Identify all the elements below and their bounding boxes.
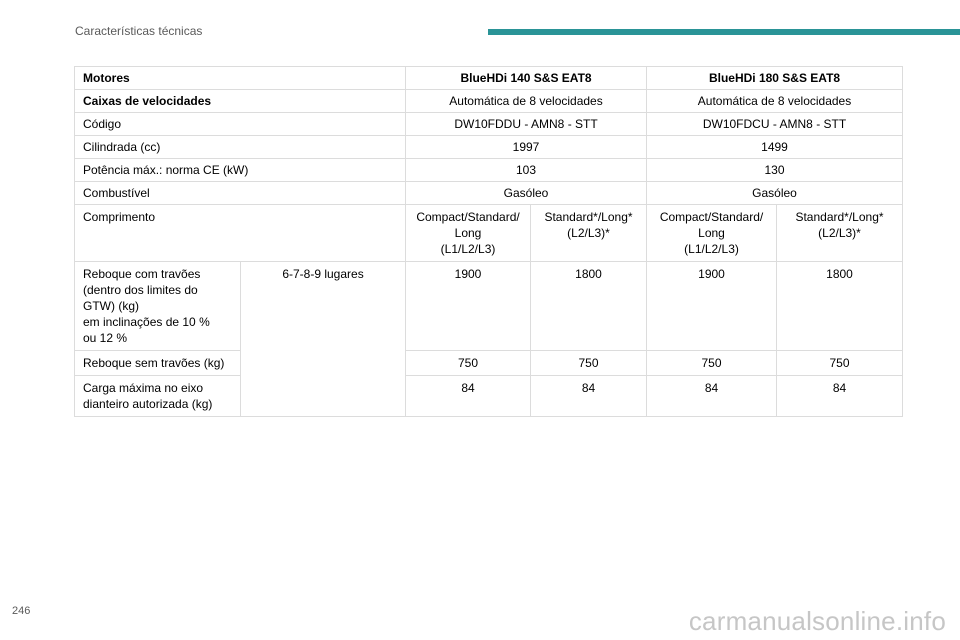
cell: 1800 <box>777 262 903 351</box>
row-label: Potência máx.: norma CE (kW) <box>75 159 406 182</box>
cell: Automática de 8 velocidades <box>406 90 647 113</box>
cell: 84 <box>777 376 903 417</box>
table-row <box>75 159 903 182</box>
row-label: Carga máxima no eixo dianteiro autorizada (kg) <box>75 376 241 417</box>
cell: 84 <box>406 376 531 417</box>
cell: 1900 <box>647 262 777 351</box>
row-label: Comprimento <box>75 205 406 262</box>
cell: Automática de 8 velocidades <box>647 90 903 113</box>
cell: 750 <box>777 351 903 376</box>
row-label: Reboque sem travões (kg) <box>75 351 241 376</box>
table-row <box>75 90 903 113</box>
cell: 1499 <box>647 136 903 159</box>
cell: 1900 <box>406 262 531 351</box>
engine-spec-table <box>74 66 903 417</box>
cell: 750 <box>406 351 531 376</box>
row-label: Código <box>75 113 406 136</box>
cell: Compact/Standard/ Long (L1/L2/L3) <box>647 205 777 262</box>
cell: 1997 <box>406 136 647 159</box>
cell: DW10FDCU - AMN8 - STT <box>647 113 903 136</box>
table-header-row <box>75 67 903 90</box>
row-label: Combustível <box>75 182 406 205</box>
table-row <box>75 205 903 262</box>
engine2-header: BlueHDi 180 S&S EAT8 <box>647 67 903 90</box>
cell: 750 <box>531 351 647 376</box>
row-label: Cilindrada (cc) <box>75 136 406 159</box>
table-row <box>75 182 903 205</box>
cell: Gasóleo <box>647 182 903 205</box>
cell: 84 <box>531 376 647 417</box>
cell: Standard*/Long* (L2/L3)* <box>531 205 647 262</box>
section-title: Características técnicas <box>75 24 203 38</box>
table-row <box>75 136 903 159</box>
cell: 1800 <box>531 262 647 351</box>
engine1-header: BlueHDi 140 S&S EAT8 <box>406 67 647 90</box>
page-number: 246 <box>12 605 31 617</box>
cell: 750 <box>647 351 777 376</box>
table-row <box>75 262 903 351</box>
motores-label: Motores <box>75 67 406 90</box>
cell: 84 <box>647 376 777 417</box>
table-row <box>75 113 903 136</box>
row-label: Reboque com travões (dentro dos limites do GTW) (kg) em inclinações de 10 % ou 12 % <box>75 262 241 351</box>
table-row <box>75 376 903 417</box>
header-accent-bar <box>488 29 960 35</box>
cell: 130 <box>647 159 903 182</box>
cell: Gasóleo <box>406 182 647 205</box>
cell: Compact/Standard/ Long (L1/L2/L3) <box>406 205 531 262</box>
watermark: carmanualsonline.info <box>688 606 946 636</box>
row-label: Caixas de velocidades <box>75 90 406 113</box>
table-row <box>75 351 903 376</box>
seats-cell: 6-7-8-9 lugares <box>241 262 406 417</box>
cell: DW10FDDU - AMN8 - STT <box>406 113 647 136</box>
cell: 103 <box>406 159 647 182</box>
cell: Standard*/Long* (L2/L3)* <box>777 205 903 262</box>
